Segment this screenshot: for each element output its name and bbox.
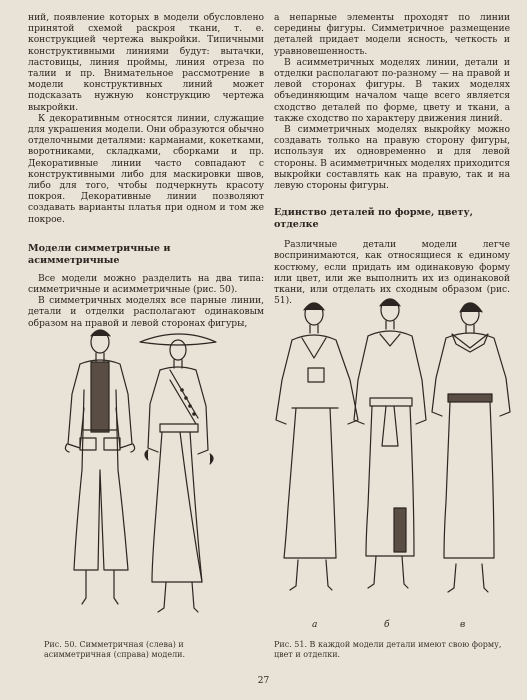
- right-paragraph-4: Различные детали модели легче воспринимаются, как относящиеся к единому костюму, если придать им одинаковую форму или цвет, или же выполнить их из одинаковой ткани, или отделать их сходным образом (рис. 51).: [274, 239, 510, 307]
- right-column: [274, 12, 510, 306]
- section-heading-symmetry: Модели симметричные и асимметричные: [28, 242, 171, 266]
- figure-50-illustration: [20, 320, 260, 630]
- left-paragraph-1: ний, появление которых в модели обусловлено принятой схемой раскроя ткани, т. е. конструкцией чертежа выкройки. Типичными конструктивными линиями будут: вытачки, ластовицы, линия проймы, линия отреза по талии и пр. Внимательное рассмотрение в модели конструктивных линий может подсказать нужную конструкцию чертежа выкройки.: [28, 12, 264, 113]
- right-paragraph-3: В симметричных моделях выкройку можно создавать только на правую сторону фигуры, используя их одновременно и для левой стороны. В асимметричных моделях приходится выкройки составлять как на правую, так и на левую стороны фигуры.: [274, 124, 510, 192]
- right-paragraph-2: В асимметричных моделях линии, детали и отделки располагают по-разному — на правой и левой сторонах фигуры. В таких моделях объединяющим началом чаще всего является сходство деталей по форме, цвету и ткани, а также сходство по характеру движения линий.: [274, 56, 510, 124]
- page-number: 27: [257, 676, 270, 686]
- symmetric-dress-figure: [65, 330, 134, 604]
- figure-51-illustration: [262, 298, 522, 628]
- left-column: [28, 12, 264, 329]
- figure-51-letter-c: в: [460, 620, 466, 630]
- left-paragraph-3: Все модели можно разделить на два типа: симметричные и асимметричные (рис. 50).: [28, 272, 264, 296]
- figure-51-letter-a: а: [312, 620, 318, 630]
- right-paragraph-1: а непарные элементы проходят по линии середины фигуры. Симметричное размещение деталей придает модели ясность, четкость и уравновешенность.: [274, 12, 510, 57]
- left-paragraph-4: В симметричных моделях все парные линии, детали и отделки располагают одинаковым образом на правой и левой сторонах фигуры,: [28, 295, 264, 329]
- figure-51-caption: Рис. 51. В каждой модели детали имеют свою форму, цвет и отделки.: [274, 640, 502, 659]
- left-paragraph-2: К декоративным относятся линии, служащие для украшения модели. Они образуются обычно отделочными деталями: карманами, кокетками, воротниками, складками, сборками и пр. Декоративные линии часто совпадают с конструктивными либо для маскировки швов, либо для того, чтобы подчеркнуть красоту покроя. Декоративные линии позволяют создавать варианты платья при одном и том же покрое.: [28, 112, 264, 225]
- figure-b: [354, 299, 426, 588]
- figure-51-letter-b: б: [384, 620, 390, 630]
- figure-50-caption: Рис. 50. Симметричная (слева) и асимметричная (справа) модели.: [44, 640, 186, 659]
- figure-c: [432, 303, 510, 592]
- asymmetric-dress-figure: [140, 334, 216, 612]
- figure-a: [276, 303, 358, 590]
- section-heading-unity: Единство деталей по форме, цвету, отделке: [274, 207, 473, 231]
